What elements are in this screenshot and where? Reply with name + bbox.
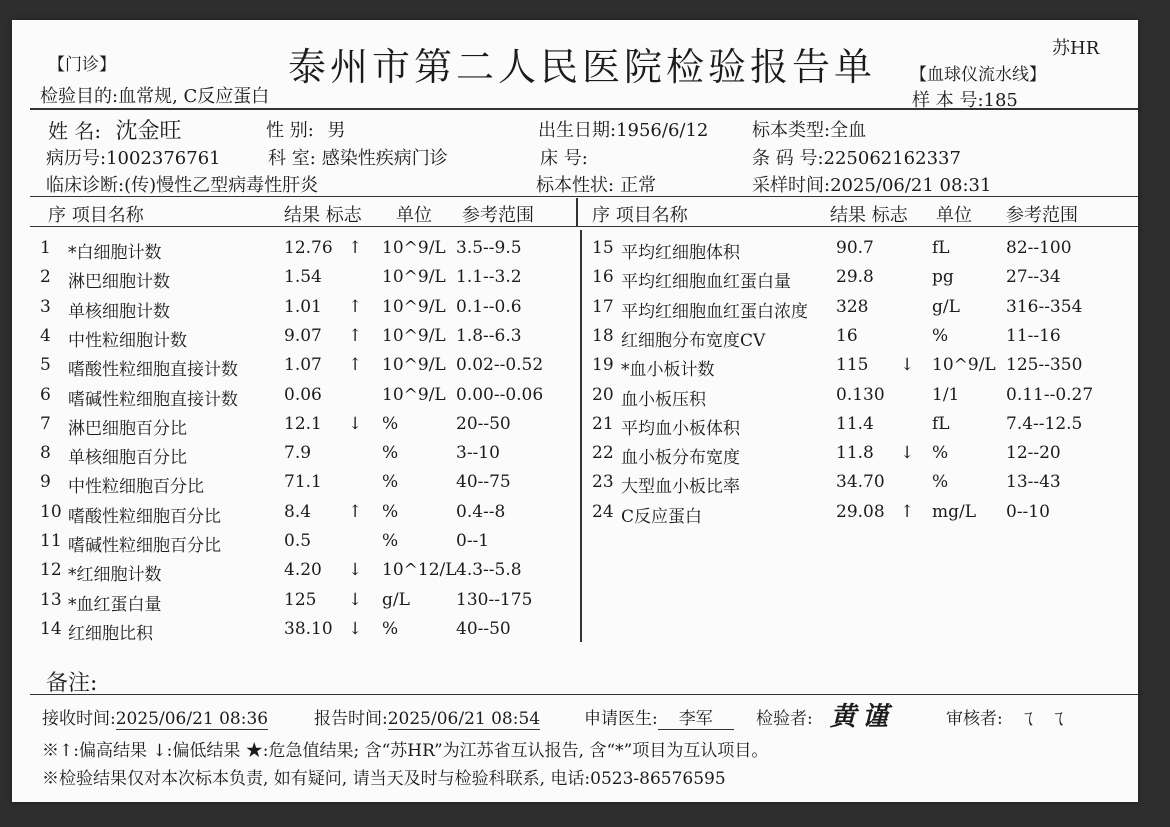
dob-value: 1956/6/12 — [616, 120, 709, 141]
row-number: 20 — [592, 384, 614, 405]
item-name: *红细胞计数 — [68, 565, 162, 586]
instrument-label: 【血球仪流水线】 — [910, 65, 1046, 85]
result-flag: ↓ — [900, 355, 915, 376]
unit: 10^9/L — [382, 296, 446, 317]
patient-name — [48, 114, 181, 145]
unit: pg — [932, 267, 954, 288]
specimen-state-value: 正常 — [620, 175, 657, 196]
row-number: 3 — [40, 296, 51, 317]
remarks-label: 备注: — [46, 671, 98, 696]
item-name: *血小板计数 — [621, 360, 715, 381]
col-header-range-right: 参考范围 — [1006, 205, 1078, 226]
reference-range: 40--50 — [456, 618, 511, 639]
reference-range: 130--175 — [456, 589, 533, 610]
reviewer-signature: ㄟ ㄟ — [1016, 706, 1069, 730]
result-flag: ↓ — [348, 618, 363, 639]
result-value: 115 — [836, 355, 869, 376]
row-number: 17 — [592, 296, 614, 317]
unit: 10^9/L — [382, 384, 446, 405]
unit: fL — [932, 413, 950, 434]
reference-range: 82--100 — [1006, 238, 1072, 258]
row-number: 4 — [40, 325, 51, 346]
disclaimer-note: ※检验结果仅对本次标本负责, 如有疑问, 请当天及时与检验科联系, 电话:0523-86576595 — [42, 769, 726, 789]
reference-range: 20--50 — [456, 413, 511, 434]
row-number: 13 — [40, 589, 62, 610]
unit: 10^9/L — [382, 238, 446, 258]
unit: 10^9/L — [382, 325, 446, 346]
result-value: 8.4 — [284, 501, 312, 522]
item-name: 平均红细胞体积 — [621, 243, 740, 263]
unit: 1/1 — [932, 384, 960, 405]
item-name: 血小板压积 — [621, 389, 706, 410]
clinical-diagnosis — [46, 171, 318, 197]
table-row — [12, 531, 1138, 560]
receive-time — [42, 704, 268, 729]
sample-time — [752, 171, 991, 197]
unit: % — [382, 501, 399, 522]
purpose-label: 检验目的: — [40, 86, 119, 107]
requesting-doctor — [584, 704, 734, 730]
result-value: 7.9 — [284, 443, 312, 464]
reference-range: 0.02--0.52 — [456, 355, 544, 376]
row-number: 19 — [592, 355, 614, 376]
item-name: 平均红细胞血红蛋白浓度 — [621, 301, 808, 322]
item-name: 中性粒细胞百分比 — [68, 477, 204, 498]
patient-sex — [266, 116, 346, 142]
dob-label: 出生日期: — [538, 120, 617, 141]
reference-range: 0.00--0.06 — [456, 384, 544, 405]
legend-note: ※↑:偏高结果 ↓:偏低结果 ★:危急值结果; 含“苏HR”为江苏省互认报告, 含“*”项目为互认项目。 — [42, 741, 769, 761]
tester-label: 检验者: — [756, 709, 813, 729]
record-number — [46, 144, 221, 170]
item-name: 嗜酸性粒细胞百分比 — [68, 506, 221, 527]
sex-value: 男 — [327, 120, 346, 141]
reference-range: 3.5--9.5 — [456, 238, 522, 258]
result-flag: ↑ — [900, 501, 915, 522]
sample-time-value: 2025/06/21 08:31 — [830, 175, 992, 196]
result-flag: ↓ — [348, 589, 363, 610]
unit: 10^12/L — [382, 560, 457, 581]
dept-label: 科 室: — [268, 148, 316, 169]
result-flag: ↑ — [348, 501, 363, 522]
row-number: 16 — [592, 267, 614, 288]
report-label: 报告时间: — [314, 709, 388, 729]
report-title: 泰州市第二人民医院检验报告单 — [288, 45, 877, 89]
item-name: 红细胞比积 — [68, 623, 153, 644]
reference-range: 0--1 — [456, 531, 490, 551]
dept-value: 感染性疾病门诊 — [321, 148, 448, 169]
specimen-state-label: 标本性状: — [536, 175, 615, 196]
row-number: 23 — [592, 472, 614, 493]
row-number: 1 — [40, 238, 51, 258]
barcode — [752, 144, 961, 170]
table-row — [12, 414, 1138, 443]
reference-range: 0--10 — [1006, 501, 1050, 522]
reference-range: 125--350 — [1006, 355, 1083, 376]
item-name: 单核细胞百分比 — [68, 448, 187, 469]
item-name: 血小板分布宽度 — [621, 448, 740, 469]
row-number: 18 — [592, 325, 614, 346]
result-value: 71.1 — [284, 472, 322, 493]
item-name: C反应蛋白 — [621, 506, 703, 527]
result-value: 125 — [284, 589, 317, 610]
specimen-type — [752, 116, 866, 142]
item-name: 嗜酸性粒细胞直接计数 — [68, 360, 238, 381]
receive-value: 2025/06/21 08:36 — [115, 709, 269, 729]
doctor-value: 李军 — [658, 704, 734, 730]
row-number: 15 — [592, 238, 614, 258]
row-number: 14 — [40, 618, 62, 639]
row-number: 8 — [40, 443, 51, 464]
result-value: 90.7 — [836, 238, 874, 258]
unit: g/L — [382, 589, 410, 610]
reference-range: 7.4--12.5 — [1006, 413, 1083, 434]
table-row — [12, 619, 1138, 648]
result-flag: ↓ — [348, 560, 363, 581]
col-header-unit-right: 单位 — [936, 205, 972, 226]
row-number: 2 — [40, 267, 51, 288]
reference-range: 1.1--3.2 — [456, 267, 522, 288]
result-value: 0.5 — [284, 531, 312, 551]
result-flag: ↑ — [348, 325, 363, 346]
row-number: 7 — [40, 413, 51, 434]
reference-range: 40--75 — [456, 472, 511, 493]
result-value: 12.1 — [284, 413, 322, 434]
tester — [756, 704, 813, 729]
result-value: 1.54 — [284, 267, 322, 288]
table-row — [12, 590, 1138, 619]
table-row — [12, 355, 1138, 384]
unit: % — [932, 325, 949, 346]
col-header-unit-left: 单位 — [396, 205, 432, 226]
table-row — [12, 472, 1138, 501]
item-name: 中性粒细胞计数 — [68, 330, 187, 351]
patient-divider — [30, 196, 1138, 197]
result-value: 16 — [836, 325, 858, 346]
row-number: 12 — [40, 560, 62, 581]
reference-range: 3--10 — [456, 443, 500, 464]
item-name: 淋巴细胞计数 — [68, 272, 170, 293]
item-name: 淋巴细胞百分比 — [68, 418, 187, 439]
row-number: 24 — [592, 501, 614, 522]
table-row — [12, 560, 1138, 589]
col-header-result-left: 结果 标志 — [284, 205, 362, 226]
sample-no-value: 185 — [983, 90, 1018, 111]
item-name: 单核细胞计数 — [68, 301, 170, 322]
result-value: 328 — [836, 296, 869, 317]
row-number: 22 — [592, 443, 614, 464]
header-divider — [30, 108, 1138, 110]
footer-divider — [30, 694, 1138, 695]
row-number: 9 — [40, 472, 51, 493]
item-name: 平均血小板体积 — [621, 418, 740, 439]
reference-range: 0.1--0.6 — [456, 296, 522, 317]
diagnosis-label: 临床诊断: — [46, 175, 125, 196]
unit: % — [382, 531, 399, 551]
result-value: 29.8 — [836, 267, 874, 288]
reference-range: 316--354 — [1006, 296, 1083, 317]
table-row — [12, 238, 1138, 267]
unit: % — [382, 618, 399, 639]
unit: mg/L — [932, 501, 977, 522]
row-number: 5 — [40, 355, 51, 376]
item-name: 红细胞分布宽度CV — [621, 330, 766, 351]
reference-range: 4.3--5.8 — [456, 560, 522, 581]
record-value: 1002376761 — [106, 148, 221, 169]
specimen-type-label: 标本类型: — [752, 120, 831, 141]
name-label: 姓 名: — [48, 119, 102, 143]
reference-range: 13--43 — [1006, 472, 1061, 493]
unit: % — [382, 472, 399, 493]
reference-range: 11--16 — [1006, 325, 1061, 346]
patient-dob — [538, 116, 708, 142]
table-row — [12, 326, 1138, 355]
unit: % — [932, 472, 949, 493]
result-value: 12.76 — [284, 238, 333, 258]
report-value: 2025/06/21 08:54 — [387, 709, 541, 729]
receive-label: 接收时间: — [42, 709, 116, 729]
row-number: 6 — [40, 384, 51, 405]
result-flag: ↑ — [348, 355, 363, 376]
reference-range: 0.11--0.27 — [1006, 384, 1094, 405]
item-name: *血红蛋白量 — [68, 594, 162, 615]
department — [268, 144, 448, 170]
table-row — [12, 502, 1138, 531]
barcode-value: 225062162337 — [823, 148, 961, 169]
row-number: 21 — [592, 413, 614, 434]
item-name: *白细胞计数 — [68, 243, 162, 263]
unit: fL — [932, 238, 950, 258]
result-flag: ↓ — [348, 413, 363, 434]
table-row — [12, 267, 1138, 296]
sample-time-label: 采样时间: — [752, 175, 831, 196]
result-flag: ↓ — [900, 443, 915, 464]
bed-number — [540, 144, 588, 170]
sample-no-label: 样 本 号: — [912, 90, 984, 111]
row-number: 10 — [40, 501, 62, 522]
table-row — [12, 385, 1138, 414]
reviewer — [946, 704, 1003, 729]
col-header-result-right: 结果 标志 — [830, 205, 908, 226]
bed-label: 床 号: — [540, 148, 588, 169]
reference-range: 1.8--6.3 — [456, 325, 522, 346]
result-flag: ↑ — [348, 238, 363, 258]
item-name: 大型血小板比率 — [621, 477, 740, 498]
reference-range: 27--34 — [1006, 267, 1061, 288]
result-value: 1.07 — [284, 355, 322, 376]
col-header-seq-name-right: 序 项目名称 — [592, 205, 688, 226]
report-time — [314, 704, 540, 729]
header-column-divider — [576, 198, 578, 226]
result-value: 0.130 — [836, 384, 885, 405]
province-mark: 苏HR — [1052, 38, 1100, 59]
result-value: 38.10 — [284, 618, 333, 639]
result-value: 9.07 — [284, 325, 322, 346]
lab-report-sheet — [12, 20, 1138, 802]
unit: 10^9/L — [382, 267, 446, 288]
purpose-value: 血常规, C反应蛋白 — [118, 86, 270, 107]
row-number: 11 — [40, 531, 62, 551]
result-value: 11.8 — [836, 443, 874, 464]
specimen-type-value: 全血 — [830, 120, 867, 141]
item-name: 嗜碱性粒细胞直接计数 — [68, 389, 238, 410]
unit: % — [382, 413, 399, 434]
reference-range: 12--20 — [1006, 443, 1061, 464]
result-value: 11.4 — [836, 413, 874, 434]
unit: 10^9/L — [932, 355, 996, 376]
test-purpose — [40, 82, 269, 108]
result-value: 1.01 — [284, 296, 322, 317]
doctor-label: 申请医生: — [584, 709, 658, 729]
result-value: 0.06 — [284, 384, 322, 405]
unit: g/L — [932, 296, 960, 317]
unit: % — [382, 443, 399, 464]
table-row — [12, 443, 1138, 472]
diagnosis-value: (传)慢性乙型病毒性肝炎 — [124, 175, 319, 196]
result-value: 34.70 — [836, 472, 885, 493]
dept-type: 【门诊】 — [48, 55, 116, 75]
specimen-state — [536, 171, 656, 197]
col-header-range-left: 参考范围 — [462, 205, 534, 226]
result-value: 4.20 — [284, 560, 322, 581]
name-value: 沈金旺 — [115, 119, 182, 144]
item-name: 平均红细胞血红蛋白量 — [621, 272, 791, 293]
reviewer-label: 审核者: — [946, 709, 1003, 729]
result-value: 29.08 — [836, 501, 885, 522]
table-header-divider — [30, 226, 1138, 227]
record-label: 病历号: — [46, 148, 107, 169]
unit: % — [932, 443, 949, 464]
table-row — [12, 297, 1138, 326]
sex-label: 性 别: — [266, 120, 314, 141]
col-header-seq-name-left: 序 项目名称 — [48, 205, 144, 226]
barcode-label: 条 码 号: — [752, 148, 824, 169]
unit: 10^9/L — [382, 355, 446, 376]
item-name: 嗜碱性粒细胞百分比 — [68, 536, 221, 556]
tester-signature: 黄谨 — [830, 702, 895, 732]
reference-range: 0.4--8 — [456, 501, 506, 522]
result-flag: ↑ — [348, 296, 363, 317]
